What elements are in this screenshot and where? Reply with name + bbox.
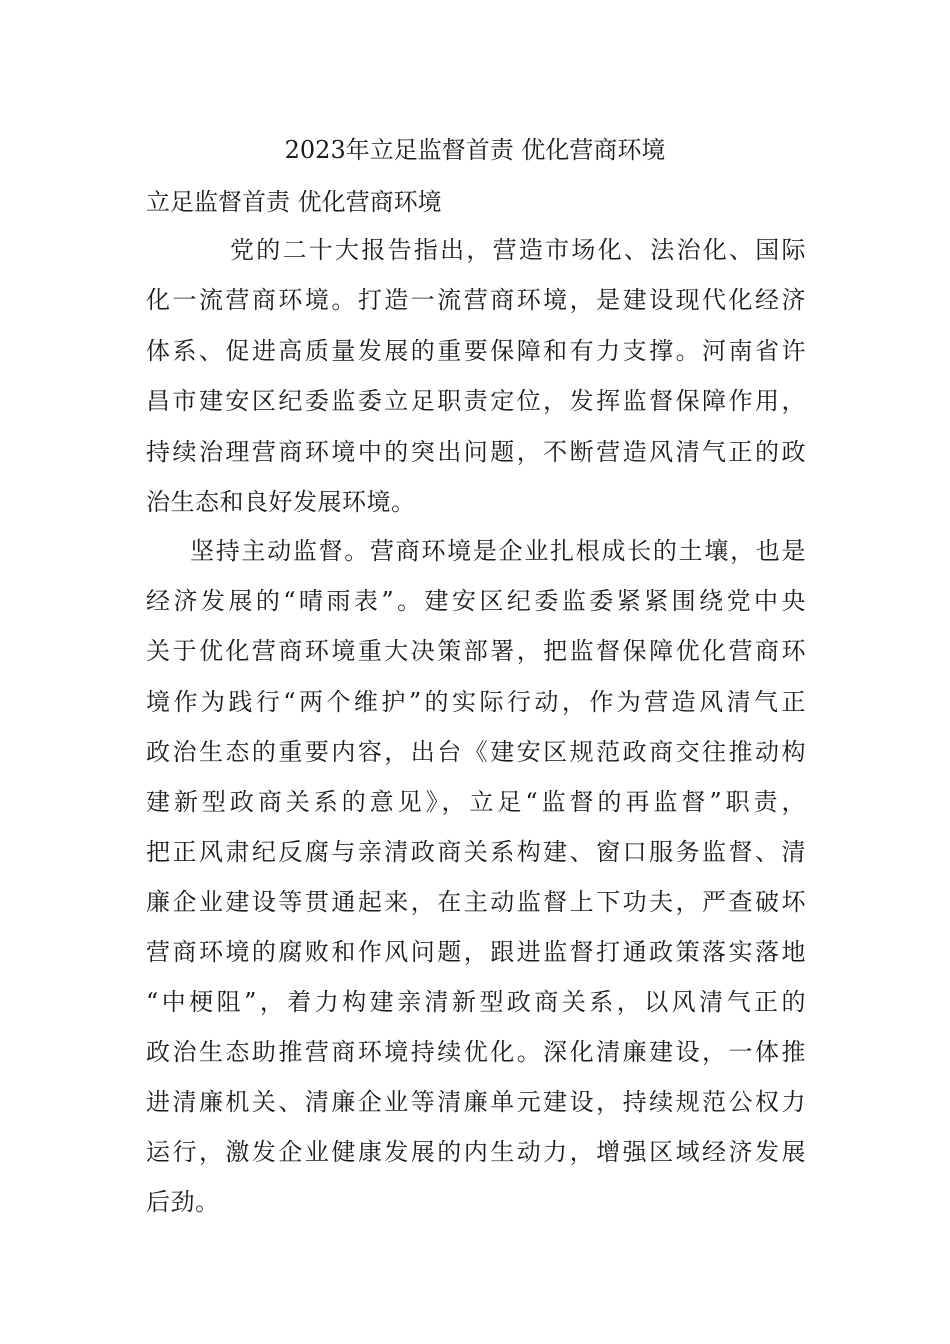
paragraph-2-line: 后劲。 (146, 1188, 220, 1216)
paragraph-1-line: 治生态和良好发展环境。 (146, 488, 416, 516)
paragraph-2-line: 坚持主动监督。营商环境是企业扎根成长的土壤，也是 (190, 537, 806, 565)
document-subtitle: 立足监督首责 优化营商环境 (146, 188, 442, 216)
paragraph-2-line: 关于优化营商环境重大决策部署，把监督保障优化营商环 (146, 637, 806, 665)
paragraph-1-line: 体系、促进高质量发展的重要保障和有力支撑。河南省许 (146, 337, 806, 365)
paragraph-1-line: 党的二十大报告指出，营造市场化、法治化、国际 (230, 236, 806, 264)
paragraph-2-line: “中梗阻”，着力构建亲清新型政商关系，以风清气正的 (146, 988, 806, 1016)
paragraph-1-line: 昌市建安区纪委监委立足职责定位，发挥监督保障作用， (146, 387, 806, 415)
paragraph-2-line: 廉企业建设等贯通起来，在主动监督上下功夫，严查破坏 (146, 888, 806, 916)
paragraph-2-line: 进清廉机关、清廉企业等清廉单元建设，持续规范公权力 (146, 1088, 806, 1116)
paragraph-2-line: 政治生态助推营商环境持续优化。深化清廉建设，一体推 (146, 1038, 806, 1066)
paragraph-2-line: 经济发展的“晴雨表”。建安区纪委监委紧紧围绕党中央 (146, 587, 806, 615)
paragraph-1-line: 化一流营商环境。打造一流营商环境，是建设现代化经济 (146, 286, 806, 314)
paragraph-2-line: 营商环境的腐败和作风问题，跟进监督打通政策落实落地 (146, 938, 806, 966)
paragraph-2-line: 建新型政商关系的意见》，立足“监督的再监督”职责， (146, 788, 806, 816)
paragraph-2-line: 政治生态的重要内容，出台《建安区规范政商交往推动构 (146, 738, 806, 766)
paragraph-2-line: 把正风肃纪反腐与亲清政商关系构建、窗口服务监督、清 (146, 838, 806, 866)
document-title: 2023年立足监督首责 优化营商环境 (284, 136, 666, 164)
paragraph-2-line: 境作为践行“两个维护”的实际行动，作为营造风清气正 (146, 688, 806, 716)
paragraph-2-line: 运行，激发企业健康发展的内生动力，增强区域经济发展 (146, 1138, 806, 1166)
paragraph-1-line: 持续治理营商环境中的突出问题，不断营造风清气正的政 (146, 438, 806, 466)
